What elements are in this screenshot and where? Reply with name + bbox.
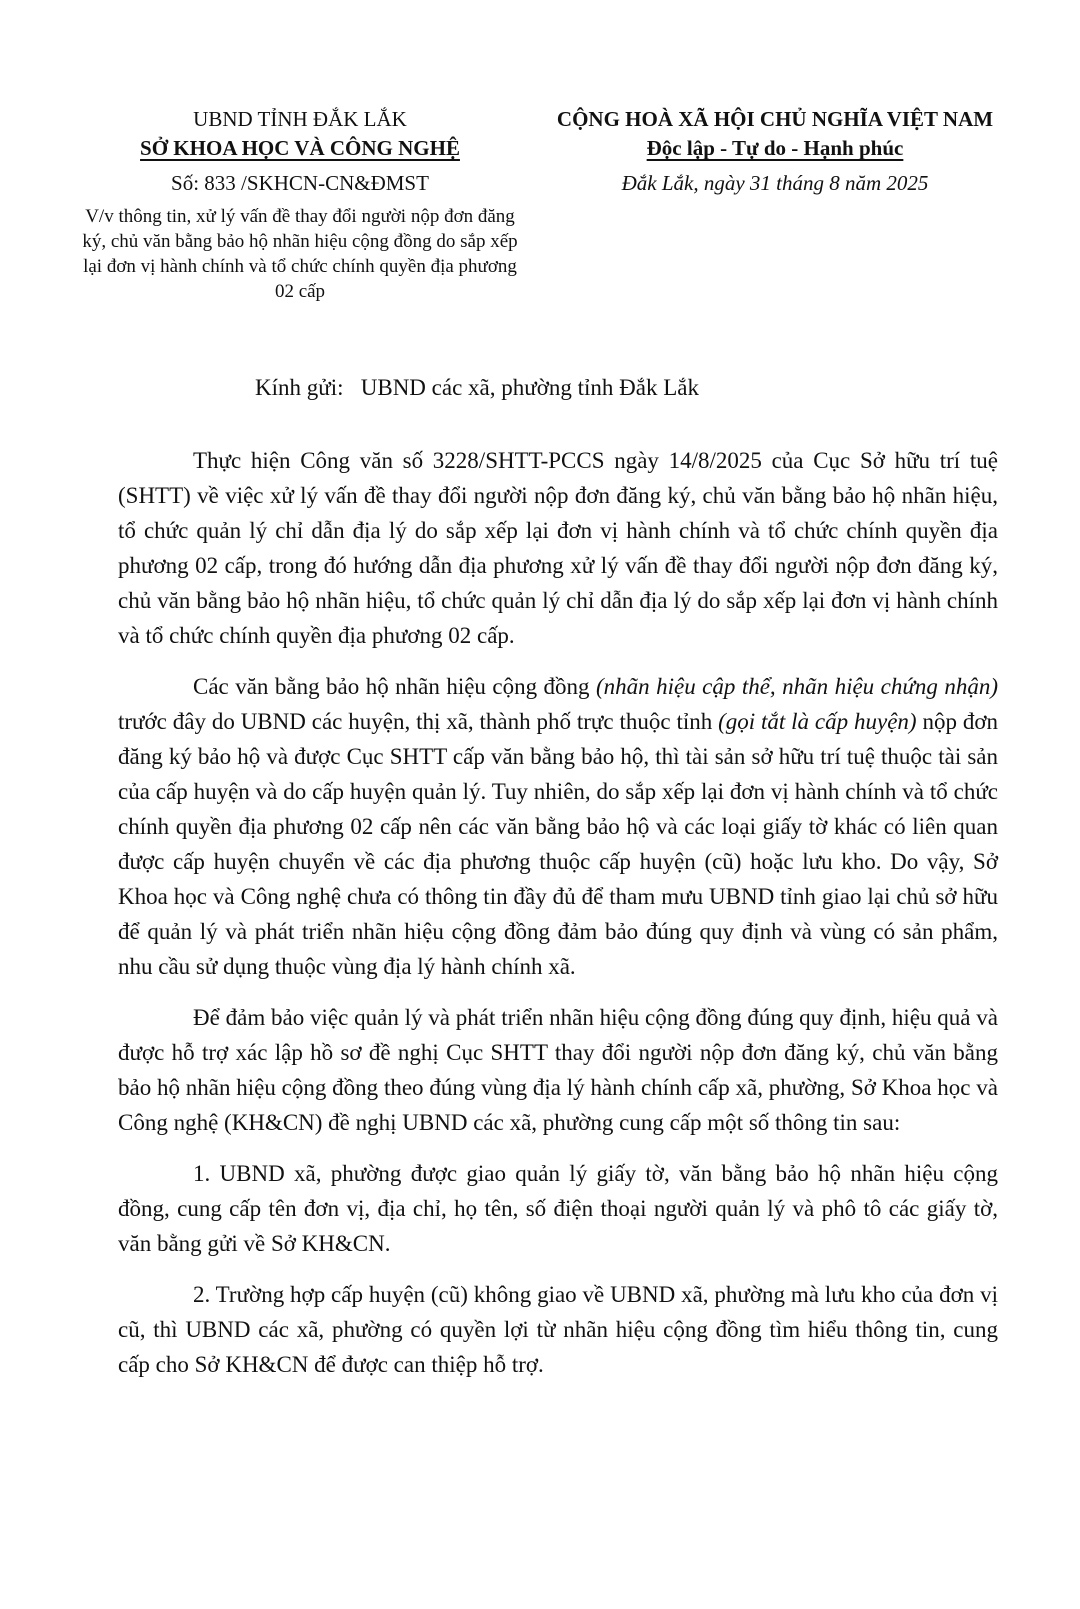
doc-number: Số: 833 /SKHCN-CN&ĐMST: [171, 171, 429, 195]
paragraph-3: Để đảm bảo việc quản lý và phát triển nhãn hiệu cộng đồng đúng quy định, hiệu quả và được hỗ trợ xác lập hồ sơ đề nghị Cục SHTT thay đổi người nộp đơn đăng ký, chủ văn bằng bảo hộ nhãn hiệu cộng đồng theo đúng vùng địa lý hành chính cấp xã, phường, Sở Khoa học và Công nghệ (KH&CN) đề nghị UBND các xã, phường cung cấp một số thông tin sau:: [118, 1005, 998, 1135]
header-left: [70, 105, 530, 304]
org-name: SỞ KHOA HỌC VÀ CÔNG NGHỆ: [140, 136, 460, 160]
recipient-label: Kính gửi:: [255, 375, 344, 400]
country-name: CỘNG HOÀ XÃ HỘI CHỦ NGHĨA VIỆT NAM: [556, 107, 994, 131]
national-motto: Độc lập - Tự do - Hạnh phúc: [646, 136, 904, 160]
org-parent: UBND TỈNH ĐẮK LẮK: [193, 107, 407, 131]
paragraph-5: 2. Trường hợp cấp huyện (cũ) không giao về UBND xã, phường mà lưu kho của đơn vị cũ, thì UBND các xã, phường có quyền lợi từ nhãn hiệu cộng đồng tìm hiểu thông tin, cung cấp cho Sở KH&CN để được can thiệp hỗ trợ.: [118, 1282, 998, 1377]
recipient-value: UBND các xã, phường tỉnh Đắk Lắk: [360, 375, 699, 400]
document-body: [118, 443, 998, 1398]
header-right: [525, 105, 1025, 198]
paragraph-2: Các văn bằng bảo hộ nhãn hiệu cộng đồng (nhãn hiệu cập thể, nhãn hiệu chứng nhận) trước đây do UBND các huyện, thị xã, thành phố trực thuộc tỉnh (gọi tắt là cấp huyện) nộp đơn đăng ký bảo hộ và được Cục SHTT cấp văn bằng bảo hộ, thì tài sản sở hữu trí tuệ thuộc tài sản của cấp huyện và do cấp huyện quản lý. Tuy nhiên, do sắp xếp lại đơn vị hành chính và tổ chức chính quyền địa phương 02 cấp nên các văn bằng bảo hộ và các loại giấy tờ khác có liên quan được cấp huyện chuyển về các địa phương thuộc cấp huyện (cũ) hoặc lưu kho. Do vậy, Sở Khoa học và Công nghệ chưa có thông tin đầy đủ để tham mưu UBND tỉnh giao lại chủ sở hữu để quản lý và phát triển nhãn hiệu cộng đồng đảm bảo đúng quy định và vùng có sản phẩm, nhu cầu sử dụng thuộc vùng địa lý hành chính xã.: [118, 674, 999, 979]
paragraph-1: Thực hiện Công văn số 3228/SHTT-PCCS ngày 14/8/2025 của Cục Sở hữu trí tuệ (SHTT) về việc xử lý vấn đề thay đổi người nộp đơn đăng ký, chủ văn bằng bảo hộ nhãn hiệu, tổ chức quản lý chỉ dẫn địa lý do sắp xếp lại đơn vị hành chính và tổ chức chính quyền địa phương 02 cấp, trong đó hướng dẫn địa phương xử lý vấn đề thay đổi người nộp đơn đăng ký, chủ văn bằng bảo hộ nhãn hiệu, tổ chức quản lý chỉ dẫn địa lý do sắp xếp lại đơn vị hành chính và tổ chức chính quyền địa phương 02 cấp.: [118, 448, 998, 648]
paragraph-4: 1. UBND xã, phường được giao quản lý giấy tờ, văn bằng bảo hộ nhãn hiệu cộng đồng, cung cấp tên đơn vị, địa chỉ, họ tên, số điện thoại người quản lý và phô tô các giấy tờ, văn bằng gửi về Sở KH&CN.: [118, 1161, 998, 1256]
date-line: Đắk Lắk, ngày 31 tháng 8 năm 2025: [621, 171, 929, 195]
recipient-line: [255, 375, 699, 401]
doc-subject: V/v thông tin, xử lý vấn đề thay đổi người nộp đơn đăng ký, chủ văn bằng bảo hộ nhãn hiệu cộng đồng do sắp xếp lại đơn vị hành chính và tổ chức chính quyền địa phương 02 cấp: [82, 206, 518, 302]
